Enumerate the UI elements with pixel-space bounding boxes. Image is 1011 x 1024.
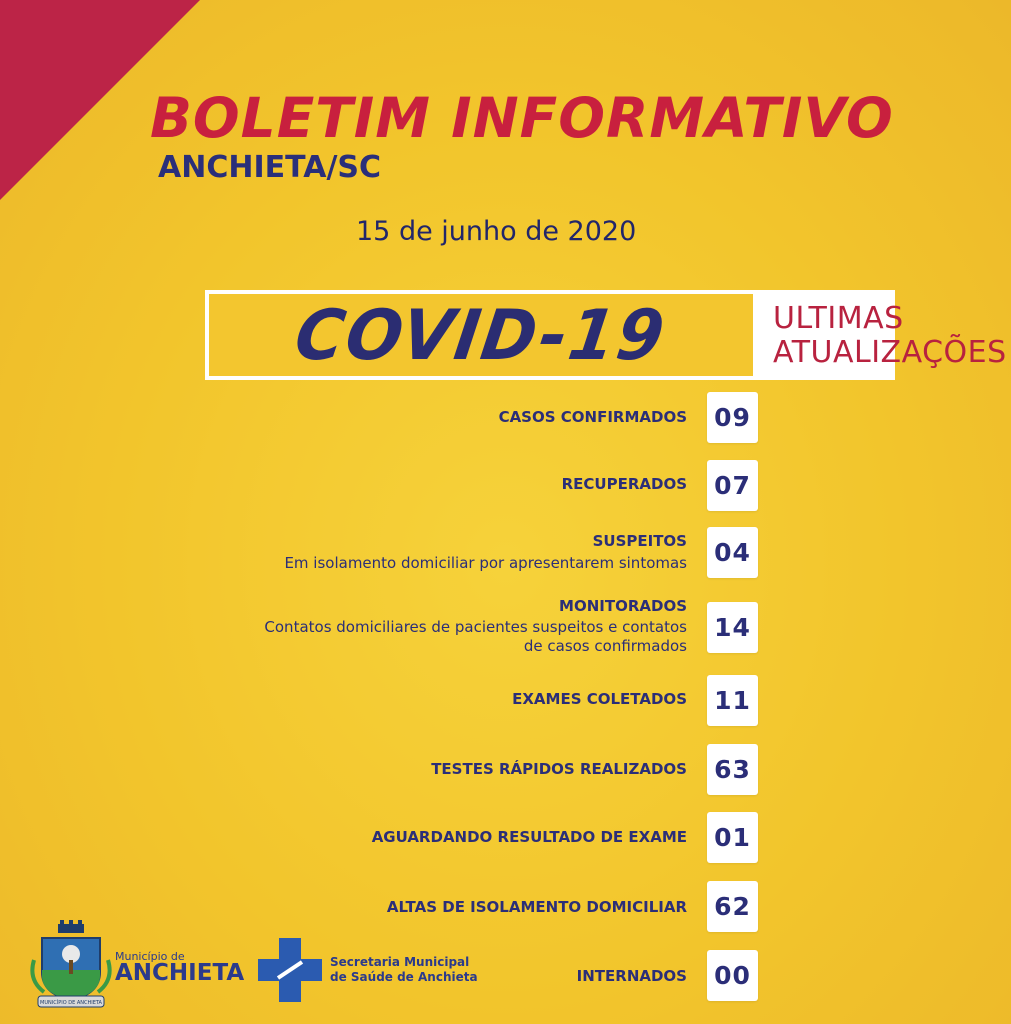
page-title: BOLETIM INFORMATIVO <box>150 86 894 150</box>
stat-value: 04 <box>707 527 758 578</box>
stat-label: CASOS CONFIRMADOS <box>498 408 687 426</box>
svg-text:MUNICÍPIO DE ANCHIETA: MUNICÍPIO DE ANCHIETA <box>40 1000 102 1006</box>
stat-label: EXAMES COLETADOS <box>512 690 687 708</box>
covid-heading: COVID-19 <box>290 294 672 376</box>
secretaria-line-2: de Saúde de Anchieta <box>330 970 478 984</box>
health-cross-icon <box>258 938 322 1002</box>
stat-label: MONITORADOS <box>559 597 687 615</box>
stat-value: 07 <box>707 460 758 511</box>
updates-line-1: ULTIMAS <box>773 301 904 336</box>
updates-heading <box>773 302 1011 370</box>
stat-value: 00 <box>707 950 758 1001</box>
stat-value: 09 <box>707 392 758 443</box>
stat-value: 63 <box>707 744 758 795</box>
stat-value: 01 <box>707 812 758 863</box>
updates-line-2: ATUALIZAÇÕES <box>773 335 1007 370</box>
stat-label: INTERNADOS <box>576 967 687 985</box>
stat-value: 14 <box>707 602 758 653</box>
stat-label: ALTAS DE ISOLAMENTO DOMICILIAR <box>386 898 687 916</box>
municipio-name: ANCHIETA <box>115 960 245 986</box>
secretaria-line-1: Secretaria Municipal <box>330 955 470 969</box>
secretaria-text <box>330 955 478 985</box>
covid-banner <box>205 290 1007 380</box>
stat-label: AGUARDANDO RESULTADO DE EXAME <box>371 828 687 846</box>
municipal-crest-icon <box>30 920 112 1010</box>
stat-value: 62 <box>707 881 758 932</box>
city-subtitle: ANCHIETA/SC <box>158 150 382 185</box>
stat-label: SUSPEITOS <box>592 532 687 550</box>
stat-description: Em isolamento domiciliar por apresentarem sintomas <box>284 554 687 572</box>
stat-label: RECUPERADOS <box>561 475 687 493</box>
stat-label: TESTES RÁPIDOS REALIZADOS <box>431 760 687 778</box>
municipio-caption: Município de <box>115 950 185 963</box>
stat-description: de casos confirmados <box>523 637 687 655</box>
stat-description: Contatos domiciliares de pacientes suspeitos e contatos <box>264 618 687 636</box>
covid-banner-left <box>209 294 753 376</box>
bulletin-date: 15 de junho de 2020 <box>356 216 637 247</box>
stat-value: 11 <box>707 675 758 726</box>
